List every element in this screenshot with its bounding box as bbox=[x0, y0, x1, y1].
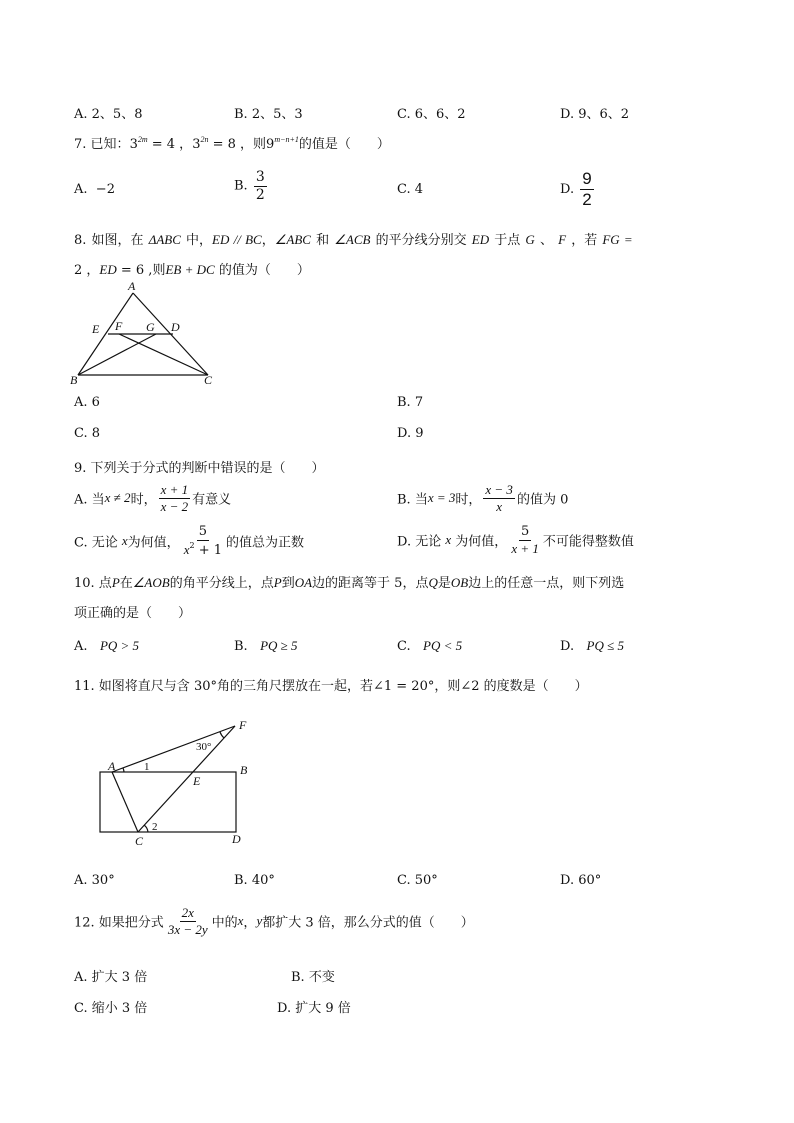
q10-stem-line2: 项正确的是（ ） bbox=[74, 606, 192, 621]
q10-option-d-value: PQ ≤ 5 bbox=[586, 638, 624, 653]
q10-text-3: 的角平分线上，点 bbox=[169, 576, 274, 591]
q7-expr2-base: 3 bbox=[192, 137, 201, 152]
q8-line2-sum: EB + DC bbox=[165, 262, 215, 277]
q10-option-d-label: D. bbox=[560, 639, 575, 654]
q9-b-mid: 时， bbox=[455, 492, 482, 508]
q8-text-6: 于点 bbox=[494, 233, 521, 248]
q9-a-pre: A. 当 bbox=[74, 492, 105, 508]
q7-option-a-label: A. bbox=[74, 182, 88, 197]
q12-post: 都扩大 3 倍，那么分式的值（ ） bbox=[262, 915, 474, 931]
q11-side-ac bbox=[112, 772, 138, 832]
q10-point-p: P bbox=[111, 575, 120, 590]
q7-number: 7. bbox=[74, 137, 87, 152]
q8-bisector-bg bbox=[78, 334, 156, 375]
q12-mid2: ， bbox=[243, 915, 257, 931]
q7-option-d-numerator: 9 bbox=[582, 169, 592, 188]
q10-text-4: 到 bbox=[281, 576, 295, 591]
q9-a-post: 有意义 bbox=[192, 492, 232, 508]
q9-b-cond: x = 3 bbox=[427, 490, 456, 506]
q7-option-d bbox=[560, 170, 596, 209]
q9-a-fraction bbox=[159, 483, 191, 513]
q9-d-pre: D. 无论 bbox=[397, 534, 442, 550]
q7-expr1-exp: 2m bbox=[137, 135, 148, 144]
q8-label-f: F bbox=[115, 319, 123, 333]
q11-label-1: 1 bbox=[144, 761, 150, 773]
q8-option-a: A. 6 bbox=[74, 395, 100, 410]
q10-text-1: 10. 点 bbox=[74, 576, 112, 591]
q9-option-b bbox=[397, 483, 568, 513]
q6-option-a: A. 2、5、8 bbox=[74, 107, 143, 122]
q10-option-b-label: B. bbox=[234, 639, 248, 654]
q8-option-d: D. 9 bbox=[397, 426, 424, 441]
q9-stem: 9. 下列关于分式的判断中错误的是（ ） bbox=[74, 461, 325, 476]
q8-parallel: ED // BC bbox=[212, 232, 262, 247]
q12-option-c: C. 缩小 3 倍 bbox=[74, 1001, 148, 1016]
q8-bisector-cf bbox=[119, 334, 208, 375]
q9-d-denominator: x + 1 bbox=[511, 540, 539, 556]
q10-angle-aob: ∠AOB bbox=[132, 575, 170, 590]
q12-var-x: x bbox=[237, 913, 244, 929]
q9-c-den-rest: + 1 bbox=[194, 542, 222, 558]
q12-option-a: A. 扩大 3 倍 bbox=[74, 970, 148, 985]
q11-option-c: C. 50° bbox=[397, 873, 438, 888]
q12-option-d: D. 扩大 9 倍 bbox=[277, 1001, 351, 1016]
q8-label-g: G bbox=[146, 320, 155, 334]
q10-text-6: 是 bbox=[437, 576, 451, 591]
q7-suffix: 的值是（ ） bbox=[298, 137, 390, 152]
q8-triangle: ΔABC bbox=[148, 232, 181, 247]
q8-label-e: E bbox=[92, 322, 100, 336]
q8-stem-line1 bbox=[74, 229, 633, 248]
q8-text-7: 、 bbox=[539, 233, 553, 248]
q10-text-2: 在 bbox=[119, 576, 133, 591]
q8-line2-text-3: 的值为（ ） bbox=[218, 263, 310, 278]
q6-option-b: B. 2、5、3 bbox=[234, 107, 303, 122]
q8-angle-abc: ∠ABC bbox=[274, 232, 311, 247]
q8-text-1: 如图，在 bbox=[91, 233, 144, 248]
q10-option-c-label: C. bbox=[397, 639, 411, 654]
q8-line2-text-1: 2 ， bbox=[74, 263, 100, 278]
q8-text-8: ，若 bbox=[571, 233, 598, 248]
q10-option-a-value: PQ > 5 bbox=[99, 638, 140, 653]
q7-expr3-exp: m−n+1 bbox=[274, 135, 299, 144]
q12-numerator: 2x bbox=[181, 905, 194, 920]
q11-stem: 11. 如图将直尺与含 30°角的三角尺摆放在一起，若∠1 = 20°，则∠2 的度数是（ ） bbox=[74, 679, 588, 694]
q9-option-c bbox=[74, 525, 304, 557]
q10-option-c-value: PQ < 5 bbox=[423, 638, 463, 653]
q12-option-b: B. 不变 bbox=[291, 970, 335, 985]
q8-text-3: ， bbox=[261, 233, 275, 248]
q10-option-c bbox=[397, 638, 462, 654]
q9-c-numerator: 5 bbox=[198, 524, 207, 539]
q12-denominator: 3x − 2y bbox=[167, 921, 208, 937]
q9-b-fraction bbox=[483, 483, 515, 513]
q8-segment-ed: ED bbox=[471, 232, 490, 247]
q11-option-d: D. 60° bbox=[560, 873, 602, 888]
q9-option-a bbox=[74, 483, 231, 513]
q10-option-b-value: PQ ≥ 5 bbox=[260, 638, 298, 653]
q7-option-d-fraction bbox=[580, 170, 593, 209]
q9-c-var: x bbox=[121, 533, 128, 549]
q10-option-b bbox=[234, 638, 298, 654]
q11-side-af bbox=[112, 726, 235, 772]
q11-angle2-arc bbox=[144, 825, 148, 832]
q9-a-mid: 时， bbox=[130, 492, 157, 508]
q7-expr3-base: 9 bbox=[266, 137, 275, 152]
q7-option-b-fraction bbox=[254, 170, 267, 202]
q7-option-c: C. 4 bbox=[397, 182, 424, 197]
q9-d-mid: 为何值， bbox=[455, 534, 508, 550]
q7-stem bbox=[74, 133, 390, 152]
q7-expr1-base: 3 bbox=[129, 137, 138, 152]
q12-var-y: y bbox=[256, 913, 263, 929]
q11-label-b: B bbox=[240, 763, 248, 777]
q9-b-denominator: x bbox=[496, 498, 503, 514]
q8-label-d: D bbox=[171, 320, 180, 334]
q9-b-post: 的值为 0 bbox=[516, 492, 569, 508]
q10-ray-ob: OB bbox=[450, 575, 469, 590]
q11-option-b: B. 40° bbox=[234, 873, 275, 888]
q12-pre: 12. 如果把分式 bbox=[74, 915, 164, 931]
q11-ruler-triangle-figure bbox=[90, 712, 280, 862]
q8-angle-acb: ∠ACB bbox=[334, 232, 371, 247]
q9-b-pre: B. 当 bbox=[397, 492, 428, 508]
q11-label-f: F bbox=[239, 718, 247, 732]
q9-c-fraction bbox=[182, 525, 224, 557]
q9-c-denominator bbox=[182, 541, 224, 558]
q7-expr1-val: = 4 ， bbox=[147, 137, 193, 152]
q8-point-f: F bbox=[558, 232, 567, 247]
q12-fraction bbox=[166, 906, 210, 936]
q10-ray-oa: OA bbox=[294, 575, 313, 590]
q9-c-mid: 为何值， bbox=[127, 535, 180, 551]
q8-option-c: C. 8 bbox=[74, 426, 101, 441]
q9-b-numerator: x − 3 bbox=[485, 482, 513, 497]
q7-option-a bbox=[74, 182, 115, 197]
q8-text-2: 中， bbox=[186, 233, 213, 248]
q8-number: 8. bbox=[74, 233, 87, 248]
q11-label-a: A bbox=[108, 759, 116, 773]
q10-point-p2: P bbox=[273, 575, 282, 590]
q11-ruler bbox=[100, 772, 236, 832]
q11-side-cf bbox=[138, 726, 235, 832]
q11-option-a: A. 30° bbox=[74, 873, 115, 888]
q11-label-2: 2 bbox=[152, 821, 158, 833]
q10-stem-line1 bbox=[74, 572, 624, 591]
q8-line2-ed: ED bbox=[99, 262, 117, 277]
q11-label-d: D bbox=[232, 832, 241, 846]
q11-label-30deg: 30° bbox=[196, 741, 212, 753]
q10-option-a bbox=[74, 638, 139, 654]
q6-option-d: D. 9、6、2 bbox=[560, 107, 630, 122]
q7-option-b-denominator: 2 bbox=[255, 186, 265, 203]
q7-option-d-label: D. bbox=[560, 181, 575, 197]
q9-d-var: x bbox=[445, 532, 452, 548]
q8-label-b: B bbox=[70, 373, 78, 387]
q9-d-numerator: 5 bbox=[520, 524, 530, 539]
q9-d-post: 不可能得整数值 bbox=[542, 534, 634, 550]
q8-point-g: G bbox=[525, 232, 535, 247]
q8-label-c: C bbox=[204, 373, 213, 387]
q9-c-den-x: x bbox=[183, 541, 190, 557]
q7-option-a-value: −2 bbox=[95, 182, 115, 197]
q11-angle30-arc bbox=[220, 732, 224, 738]
q7-expr2-exp: 2n bbox=[200, 135, 209, 144]
q9-a-cond: x ≠ 2 bbox=[104, 490, 131, 506]
q7-prefix: 已知： bbox=[90, 137, 130, 152]
q10-option-a-label: A. bbox=[74, 639, 88, 654]
q10-text-7: 边上的任意一点，则下列选 bbox=[468, 576, 625, 591]
q9-a-denominator: x − 2 bbox=[160, 498, 189, 514]
q10-option-d bbox=[560, 638, 624, 654]
q8-triangle-figure bbox=[66, 280, 226, 390]
q12-stem bbox=[74, 906, 474, 936]
q9-d-fraction bbox=[509, 525, 541, 555]
q8-text-4: 和 bbox=[316, 233, 330, 248]
q8-text-5: 的平分线分别交 bbox=[375, 233, 467, 248]
q7-option-b-numerator: 3 bbox=[255, 169, 265, 185]
q10-text-5: 边的距离等于 5，点 bbox=[312, 576, 429, 591]
q7-option-b-label: B. bbox=[234, 178, 248, 194]
q8-option-b: B. 7 bbox=[397, 395, 424, 410]
q6-option-c: C. 6、6、2 bbox=[397, 107, 466, 122]
q11-label-c: C bbox=[135, 834, 144, 848]
q8-label-a: A bbox=[128, 280, 136, 293]
q9-c-post: 的值总为正数 bbox=[226, 535, 305, 551]
q8-line2-text-2: = 6 ,则 bbox=[116, 263, 166, 278]
q8-stem-line2 bbox=[74, 259, 310, 278]
q7-expr2-val: = 8 ，则 bbox=[208, 137, 267, 152]
q12-mid1: 中的 bbox=[211, 915, 238, 931]
q9-a-numerator: x + 1 bbox=[160, 482, 189, 497]
q9-c-pre: C. 无论 bbox=[74, 535, 118, 551]
q10-point-q: Q bbox=[428, 575, 438, 590]
q7-option-d-denominator: 2 bbox=[582, 189, 592, 209]
q9-c-den-exp: 2 bbox=[189, 540, 195, 550]
q11-label-e: E bbox=[193, 774, 201, 788]
q8-fg-eq: FG = bbox=[602, 232, 633, 247]
q9-option-d bbox=[397, 525, 634, 555]
q7-option-b bbox=[234, 170, 269, 202]
